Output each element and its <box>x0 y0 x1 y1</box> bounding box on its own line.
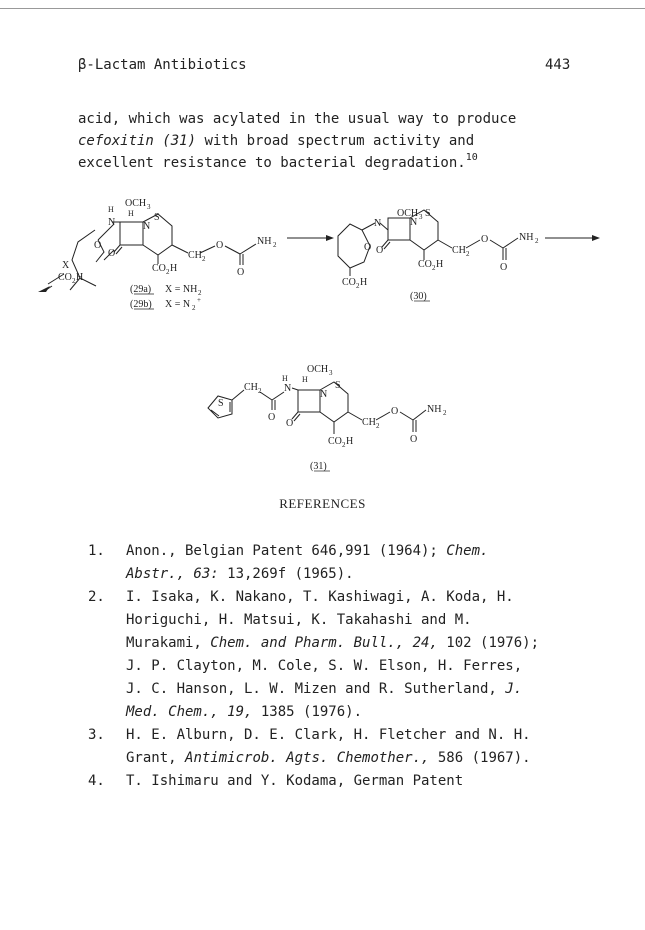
atom-o: O <box>268 412 276 423</box>
atom-s: S <box>425 208 431 219</box>
paragraph-line-1: acid, which was acylated in the usual way to produce <box>78 111 517 127</box>
top-rule <box>0 8 645 9</box>
paragraph-line-3 <box>78 152 598 174</box>
atom-sub3: 3 <box>147 203 151 211</box>
running-header-title: β-Lactam Antibiotics <box>78 57 247 73</box>
atom-co: CO <box>58 272 72 283</box>
reference-text: Murakami, <box>126 635 211 651</box>
reference-2 <box>88 586 608 724</box>
atom-o: O <box>108 248 116 259</box>
atom-o: O <box>286 418 294 429</box>
atom-sub2: 2 <box>72 277 76 285</box>
atom-sub2: 2 <box>443 409 447 417</box>
reference-4 <box>88 770 608 793</box>
atom-sub2: 2 <box>535 237 539 245</box>
atom-och3: OCH <box>397 208 419 219</box>
atom-h-suffix: H <box>346 436 354 447</box>
paragraph-line-3-text: excellent resistance to bacterial degradation. <box>78 155 466 171</box>
atom-h-suffix: H <box>360 277 368 288</box>
compound-29a-text: X = NH <box>165 284 198 295</box>
atom-sub2: 2 <box>166 268 170 276</box>
references-list <box>88 540 608 793</box>
atom-n: N <box>374 218 382 229</box>
compound-29b-text: X = N <box>165 299 191 310</box>
atom-o: O <box>364 242 372 253</box>
atom-sub2: 2 <box>273 241 277 249</box>
structure-cefoxitin-31 <box>190 362 490 477</box>
atom-sub2: 2 <box>258 387 262 395</box>
atom-co: CO <box>418 259 432 270</box>
compound-29a-label: (29a) <box>130 284 152 295</box>
atom-nh2: NH <box>519 232 534 243</box>
atom-sub2: 2 <box>342 441 346 449</box>
atom-o: O <box>500 262 508 273</box>
compound-31-label: (31) <box>310 461 327 472</box>
atom-h: H <box>282 374 288 383</box>
reference-line <box>126 701 608 724</box>
atom-x: X <box>62 260 70 271</box>
atom-och3: OCH <box>307 364 329 375</box>
references-heading: REFERENCES <box>279 496 366 511</box>
atom-co: CO <box>328 436 342 447</box>
paragraph-line-2 <box>78 130 598 152</box>
reference-line <box>126 632 608 655</box>
atom-h-suffix: H <box>76 272 84 283</box>
reference-number: 1. <box>88 543 105 559</box>
reference-1 <box>88 540 608 586</box>
atom-sub3: 3 <box>419 213 423 221</box>
journal-name: Med. Chem., 19, <box>126 704 253 720</box>
atom-h: H <box>108 205 114 214</box>
atom-sub2: 2 <box>376 422 380 430</box>
atom-ch2: CH <box>244 382 258 393</box>
reference-line: I. Isaka, K. Nakano, T. Kashiwagi, A. Koda, H. <box>126 589 514 605</box>
charge-plus: + <box>197 296 201 304</box>
atom-s: S <box>154 212 160 223</box>
atom-co: CO <box>342 277 356 288</box>
atom-s: S <box>335 380 341 391</box>
journal-name: J. <box>505 681 523 697</box>
atom-ch2: CH <box>452 245 466 256</box>
paragraph-line-2-rest: with broad spectrum activity and <box>196 133 475 149</box>
compound-30-label: (30) <box>410 291 427 302</box>
reference-number: 3. <box>88 727 105 743</box>
atom-ch2: CH <box>188 250 202 261</box>
atom-o: O <box>376 245 384 256</box>
reference-line <box>126 747 608 770</box>
reference-line: J. P. Clayton, M. Cole, S. W. Elson, H. Ferres, <box>126 658 523 674</box>
journal-name: Abstr., 63: <box>126 566 219 582</box>
atom-sub2: 2 <box>466 250 470 258</box>
atom-n: N <box>320 389 328 400</box>
atom-o: O <box>237 267 245 278</box>
atom-sub3: 3 <box>329 369 333 377</box>
atom-o: O <box>94 240 102 251</box>
atom-n: N <box>410 217 418 228</box>
reaction-scheme-29-30 <box>0 190 645 340</box>
atom-sub2: 2 <box>432 264 436 272</box>
reference-3 <box>88 724 608 770</box>
atom-nh2: NH <box>427 404 442 415</box>
atom-nh2: NH <box>257 236 272 247</box>
reference-line <box>126 563 608 586</box>
reference-text: 586 (1967). <box>429 750 531 766</box>
atom-o: O <box>410 434 418 445</box>
journal-name: Chem. and Pharm. Bull., 24, <box>210 635 438 651</box>
atom-sub2: 2 <box>356 282 360 290</box>
reference-text: 102 (1976); <box>437 635 540 651</box>
atom-och3: OCH <box>125 198 147 209</box>
atom-o: O <box>391 406 399 417</box>
page-number: 443 <box>545 57 571 73</box>
atom-h-suffix: H <box>436 259 444 270</box>
atom-h-suffix: H <box>170 263 178 274</box>
citation-marker: 10 <box>465 152 478 163</box>
atom-n: N <box>143 221 151 232</box>
reference-line <box>126 540 608 563</box>
atom-sub2: 2 <box>198 289 202 297</box>
atom-s: S <box>218 398 224 409</box>
body-paragraph <box>78 108 598 174</box>
compound-29b-label: (29b) <box>130 299 152 310</box>
atom-co: CO <box>152 263 166 274</box>
atom-ch2: CH <box>362 417 376 428</box>
atom-h: H <box>128 209 134 218</box>
reference-number: 4. <box>88 773 105 789</box>
atom-sub2: 2 <box>202 255 206 263</box>
reference-text: 13,269f (1965). <box>218 566 354 582</box>
reference-text: Grant, <box>126 750 186 766</box>
atom-sub2: 2 <box>192 304 196 312</box>
journal-name: Chem. <box>446 543 489 559</box>
reference-text: J. C. Hanson, L. W. Mizen and R. Sutherland, <box>126 681 506 697</box>
reference-line: H. E. Alburn, D. E. Clark, H. Fletcher and N. H. <box>126 727 531 743</box>
atom-o: O <box>481 234 489 245</box>
reference-text: 1385 (1976). <box>252 704 363 720</box>
atom-h: H <box>302 375 308 384</box>
atom-n: N <box>284 383 292 394</box>
reference-number: 2. <box>88 589 105 605</box>
atom-o: O <box>216 240 224 251</box>
reference-line <box>126 678 608 701</box>
journal-name: Antimicrob. Agts. Chemother., <box>185 750 430 766</box>
reference-line: Horiguchi, H. Matsui, K. Takahashi and M. <box>126 612 472 628</box>
reference-text: Anon., Belgian Patent 646,991 (1964); <box>126 543 447 559</box>
atom-n: N <box>108 217 116 228</box>
cefoxitin-term: cefoxitin (31) <box>78 133 197 149</box>
reference-line: T. Ishimaru and Y. Kodama, German Patent <box>126 773 464 789</box>
